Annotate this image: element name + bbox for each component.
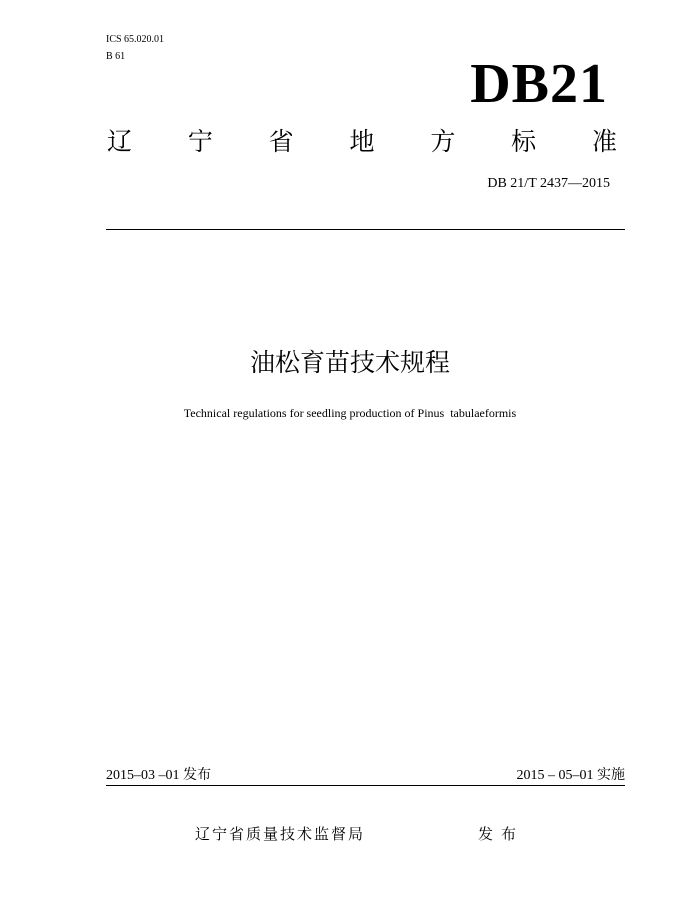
category-char: 省 xyxy=(268,127,294,156)
header-divider xyxy=(106,229,625,230)
standard-logo: DB21 xyxy=(470,53,608,115)
document-title: 油松育苗技术规程 xyxy=(249,348,450,377)
standard-category xyxy=(107,127,617,157)
footer-divider xyxy=(106,785,625,786)
category-char: 辽 xyxy=(107,127,133,156)
category-char: 标 xyxy=(511,127,537,156)
category-char: 地 xyxy=(349,127,375,156)
classification-code: B 61 xyxy=(106,51,126,62)
standard-number: DB 21/T 2437—2015 xyxy=(487,176,610,191)
publish-label: 发布 xyxy=(478,825,525,843)
issue-date: 2015–03 –01 发布 xyxy=(106,768,211,783)
category-char: 准 xyxy=(591,127,617,156)
ics-code: ICS 65.020.01 xyxy=(106,34,165,45)
issuing-authority: 辽宁省质量技术监督局 xyxy=(195,825,366,843)
implementation-date: 2015 – 05–01 实施 xyxy=(516,768,625,783)
category-char: 方 xyxy=(430,127,456,156)
document-subtitle: Technical regulations for seedling production of Pinus tabulaeformis xyxy=(183,406,517,420)
category-char: 宁 xyxy=(187,127,213,156)
